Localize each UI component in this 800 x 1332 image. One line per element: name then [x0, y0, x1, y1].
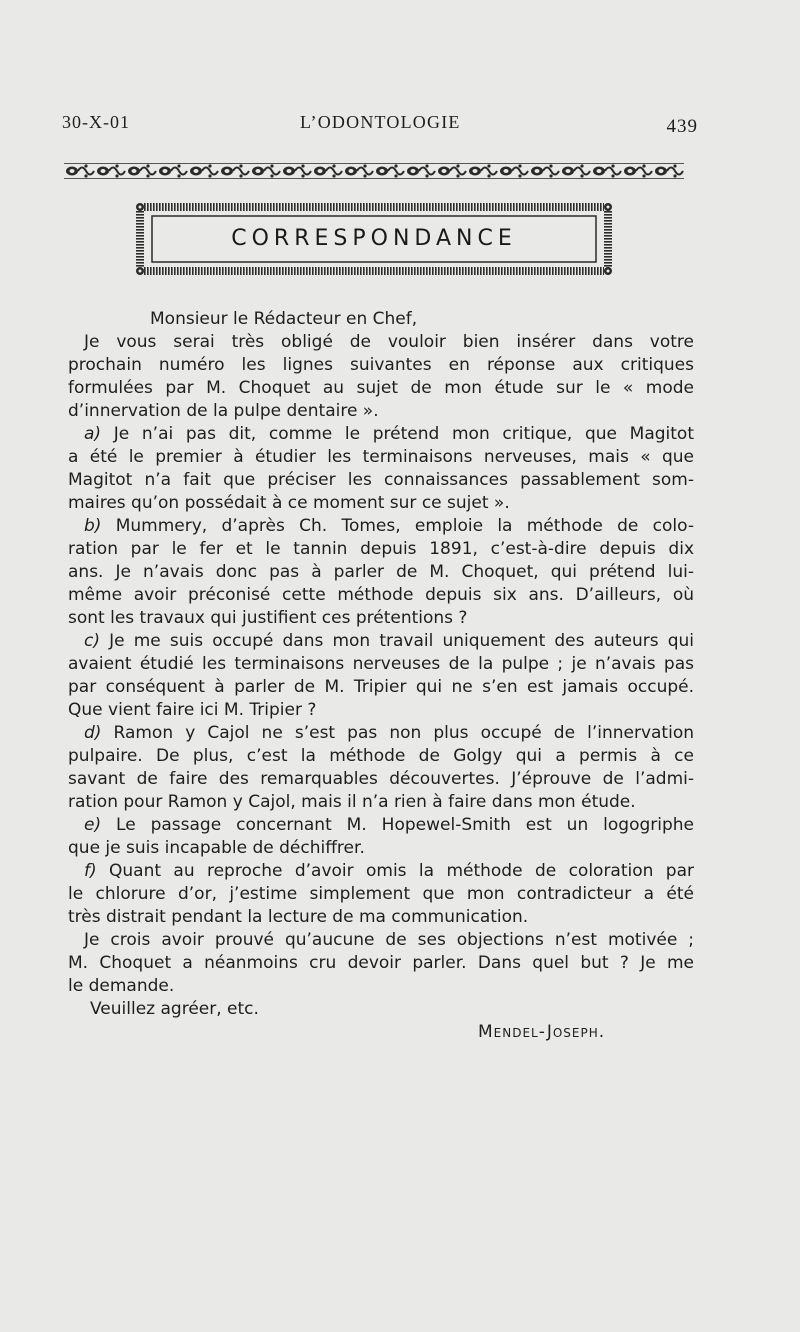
text-line	[68, 331, 694, 354]
salutation: Monsieur le Rédacteur en Chef,	[150, 309, 418, 329]
line-text: Je me suis occupé dans mon travail uniquement des auteurs qui	[99, 631, 694, 651]
section-title: CORRESPONDANCE	[231, 226, 517, 251]
text-line	[68, 676, 694, 699]
text-line	[68, 538, 694, 561]
item-label: b)	[84, 516, 102, 536]
paragraph	[68, 515, 694, 630]
line-text: avaient étudié les terminaisons nerveuses de la pulpe ; je n’avais pas	[68, 654, 694, 674]
text-line	[68, 975, 694, 998]
line-text: Le passage concernant M. Hopewel-Smith est un logogriphe	[101, 815, 694, 835]
line-text: maires qu’on possédait à ce moment sur ce sujet ».	[68, 493, 510, 513]
line-text: ration pour Ramon y Cajol, mais il n’a rien à faire dans mon étude.	[68, 792, 636, 812]
text-line	[68, 906, 694, 929]
line-text: ans. Je n’avais donc pas à parler de M. Choquet, qui prétend lui-	[68, 562, 694, 582]
text-line	[68, 400, 694, 423]
text-line	[68, 722, 694, 745]
text-line	[68, 561, 694, 584]
text-line	[68, 492, 694, 515]
line-text: Je crois avoir prouvé qu’aucune de ses objections n’est motivée ;	[84, 930, 694, 950]
line-text: Quant au reproche d’avoir omis la méthode de coloration par	[96, 861, 694, 881]
letter-paragraphs	[68, 331, 694, 998]
text-line	[68, 377, 694, 400]
running-head	[62, 110, 702, 140]
text-line	[68, 837, 694, 860]
signature: Mendel-Joseph.	[478, 1022, 606, 1042]
line-text: le chlorure d’or, j’estime simplement que mon contradicteur a été	[68, 884, 694, 904]
item-label: a)	[84, 424, 102, 444]
line-text: Ramon y Cajol ne s’est pas non plus occupé de l’innervation	[101, 723, 694, 743]
line-text: M. Choquet a néanmoins cru devoir parler. Dans quel but ? Je me	[68, 953, 694, 973]
item-label: d)	[84, 723, 102, 743]
line-text: Magitot n’a fait que préciser les connaissances passablement som-	[68, 470, 694, 490]
line-text: même avoir préconisé cette méthode depuis six ans. D’ailleurs, où	[68, 585, 694, 605]
item-label: f)	[84, 861, 97, 881]
line-text: prochain numéro les lignes suivantes en réponse aux critiques	[68, 355, 694, 375]
text-line	[68, 469, 694, 492]
line-text: que je suis incapable de déchiffrer.	[68, 838, 365, 858]
text-line	[68, 860, 694, 883]
decorative-ornament-band	[64, 160, 684, 182]
paragraph	[68, 331, 694, 423]
item-label: c)	[84, 631, 100, 651]
line-text: par conséquent à parler de M. Tripier qui ne s’en est jamais occupé.	[68, 677, 694, 697]
text-line	[68, 446, 694, 469]
line-text: sont les travaux qui justifient ces prétentions ?	[68, 608, 468, 628]
issue-date: 30-X-01	[62, 112, 130, 132]
paragraph	[68, 814, 694, 860]
text-line	[68, 768, 694, 791]
paragraph	[68, 929, 694, 998]
line-text: Mummery, d’après Ch. Tomes, emploie la méthode de colo-	[101, 516, 694, 536]
paragraph	[68, 860, 694, 929]
text-line	[68, 584, 694, 607]
text-line	[68, 814, 694, 837]
text-line	[68, 423, 694, 446]
text-line	[68, 699, 694, 722]
text-line	[68, 791, 694, 814]
closing-line: Veuillez agréer, etc.	[90, 999, 259, 1019]
text-line	[68, 607, 694, 630]
text-line	[68, 354, 694, 377]
paragraph	[68, 423, 694, 515]
paragraph	[68, 722, 694, 814]
text-line	[68, 630, 694, 653]
item-label: e)	[84, 815, 102, 835]
line-text: Je vous serai très obligé de vouloir bien insérer dans votre	[84, 332, 694, 352]
text-line	[68, 653, 694, 676]
line-text: d’innervation de la pulpe dentaire ».	[68, 401, 379, 421]
line-text: ration par le fer et le tannin depuis 1891, c’est-à-dire depuis dix	[68, 539, 694, 559]
line-text: Que vient faire ici M. Tripier ?	[68, 700, 317, 720]
line-text: le demande.	[68, 976, 175, 996]
line-text: pulpaire. De plus, c’est la méthode de Golgy qui a permis à ce	[68, 746, 694, 766]
text-line	[68, 515, 694, 538]
text-line	[68, 929, 694, 952]
letter-body	[68, 308, 694, 1044]
text-line	[68, 745, 694, 768]
section-title-frame	[132, 196, 616, 286]
journal-title: L’ODONTOLOGIE	[300, 112, 461, 132]
page-number: 439	[666, 116, 698, 137]
paragraph	[68, 630, 694, 722]
text-line	[68, 952, 694, 975]
line-text: très distrait pendant la lecture de ma communication.	[68, 907, 529, 927]
line-text: savant de faire des remarquables découvertes. J’éprouve de l’admi-	[68, 769, 694, 789]
line-text: Je n’ai pas dit, comme le prétend mon critique, que Magitot	[101, 424, 694, 444]
line-text: formulées par M. Choquet au sujet de mon étude sur le « mode	[68, 378, 694, 398]
line-text: a été le premier à étudier les terminaisons nerveuses, mais « que	[68, 447, 694, 467]
text-line	[68, 883, 694, 906]
